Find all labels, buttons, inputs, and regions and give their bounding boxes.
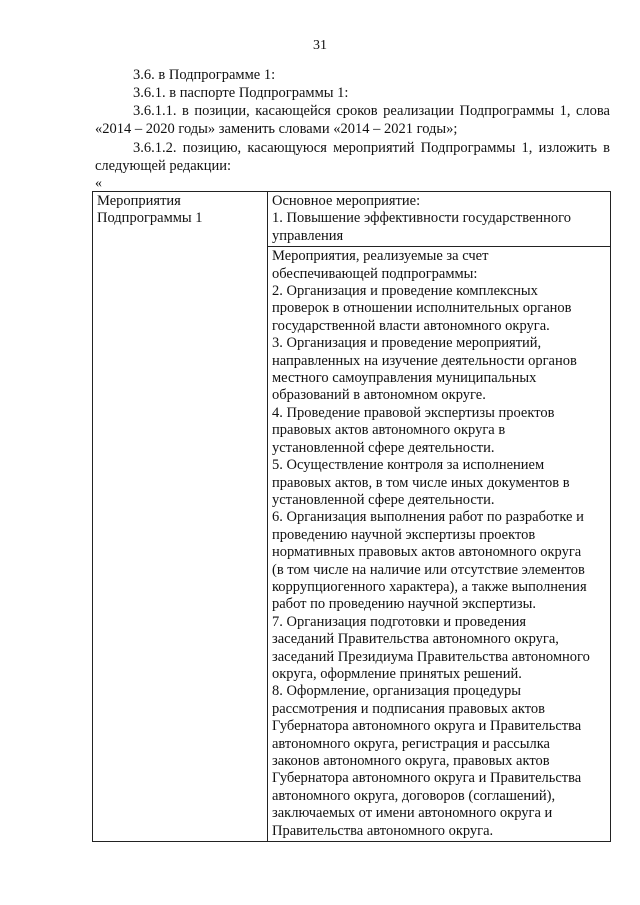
text-line: Губернатора автономного округа и Правительства: [272, 718, 582, 735]
text-line: Основное мероприятие:: [272, 193, 421, 209]
label-cell: [93, 192, 268, 842]
text-line: Подпрограммы 1: [97, 210, 203, 227]
text-line: установленной сфере деятельности.: [272, 439, 495, 456]
text-line: (в том числе на наличие или отсутствие элементов: [272, 561, 585, 578]
text-line: заседаний Правительства автономного округа,: [272, 631, 559, 648]
text-line: заседаний Президиума Правительства автономного: [272, 648, 590, 665]
subprogram-events-table: [92, 191, 611, 842]
text-line: обеспечивающей подпрограммы:: [272, 265, 478, 282]
text-line: образований в автономном округе.: [272, 387, 486, 404]
paragraph-events-position: 3.6.1.2. позицию, касающуюся мероприятий Подпрограммы 1, изложить в следующей редакции:: [95, 140, 610, 174]
text-line: направленных на изучение деятельности органов: [272, 352, 577, 369]
text-line: государственной власти автономного округа.: [272, 317, 550, 334]
text-line: правовых актов, в том числе иных документов в: [272, 474, 570, 491]
text-line: заключаемых от имени автономного округа и: [272, 805, 553, 822]
paragraph-text: 3.6. в Подпрограмме 1:: [133, 67, 276, 83]
text-line: работ по проведению научной экспертизы.: [272, 596, 536, 613]
main-event-lines: [272, 193, 607, 245]
text-line: рассмотрения и подписания правовых актов: [272, 700, 545, 717]
main-event-cell: [268, 192, 611, 247]
text-line: нормативных правовых актов автономного округа: [272, 544, 582, 561]
sub-events-lines: [272, 248, 607, 840]
text-line: местного самоуправления муниципальных: [272, 370, 537, 387]
opening-quote-mark: «: [95, 176, 102, 191]
paragraph-passport: [95, 84, 610, 102]
text-line: 4. Проведение правовой экспертизы проектов: [272, 404, 555, 421]
text-line: 3. Организация и проведение мероприятий,: [272, 335, 542, 352]
text-line: 6. Организация выполнения работ по разработке и: [272, 509, 584, 526]
label-lines: [97, 193, 264, 228]
text-line: коррупциогенного характера), а также выполнения: [272, 578, 587, 595]
text-line: автономного округа, регистрация и рассылка: [272, 735, 550, 752]
text-line: 1. Повышение эффективности государственного: [272, 210, 572, 227]
text-line: законов автономного округа, правовых актов: [272, 753, 550, 769]
text-line: Правительства автономного округа.: [272, 822, 494, 839]
text-line: 8. Оформление, организация процедуры: [272, 683, 521, 700]
text-line: 2. Организация и проведение комплексных: [272, 283, 538, 300]
text-line: проведению научной экспертизы проектов: [272, 526, 536, 543]
text-line: 5. Осуществление контроля за исполнением: [272, 457, 545, 474]
text-line: Мероприятия, реализуемые за счет: [272, 248, 489, 265]
sub-events-cell: [268, 247, 611, 842]
table-row: [93, 192, 611, 247]
text-line: автономного округа, договоров (соглашений),: [272, 787, 556, 804]
text-line: правовых актов автономного округа в: [272, 422, 506, 439]
paragraph-subprogram-1: [95, 66, 610, 84]
paragraph-terms-change: 3.6.1.1. в позиции, касающейся сроков реализации Подпрограммы 1, слова «2014 – 2020 годы» заменить словами «2014 – 2021 годы»;: [95, 103, 610, 137]
page-number: 31: [313, 38, 327, 53]
paragraph-text: 3.6.1. в паспорте Подпрограммы 1:: [133, 85, 349, 101]
text-line: 7. Организация подготовки и проведения: [272, 613, 527, 630]
text-line: проверок в отношении исполнительных органов: [272, 300, 572, 317]
text-line: Губернатора автономного округа и Правительства: [272, 770, 582, 787]
text-line: округа, оформление принятых решений.: [272, 665, 522, 682]
text-line: установленной сфере деятельности.: [272, 491, 495, 508]
text-line: Мероприятия: [97, 193, 181, 209]
text-line: управления: [272, 227, 344, 244]
